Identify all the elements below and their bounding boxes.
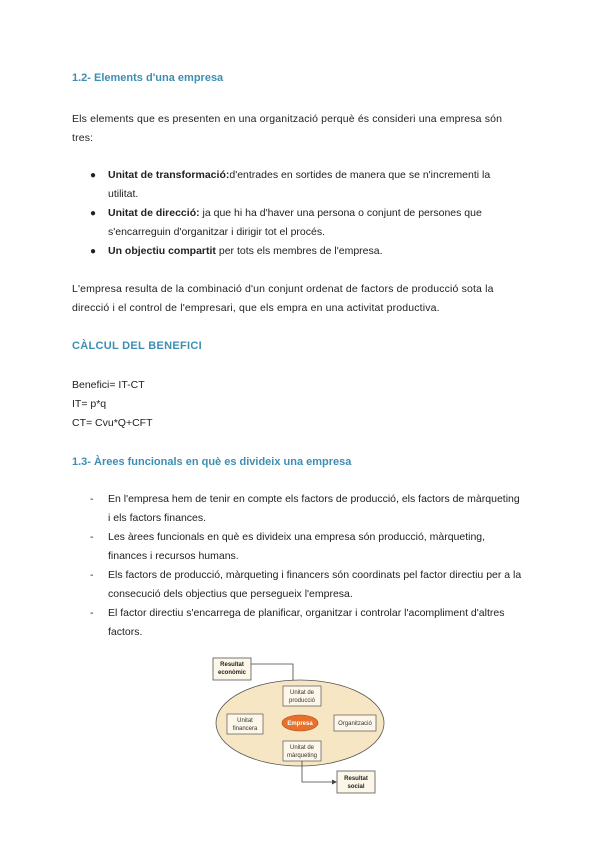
unit-production-line2: producció [288,698,316,704]
empresa-diagram [205,655,395,795]
list-item [72,566,522,604]
item-bold: Unitat de transformació: [108,169,230,181]
list-item [72,604,522,642]
bullet-icon: ● [90,246,97,257]
formula-benefici: Benefici= IT-CT [72,379,145,391]
dash-marker: - [90,531,94,543]
arrow-top [251,664,293,681]
list-item [72,528,522,566]
list-item [72,242,522,261]
formula-it: IT= p*q [72,398,107,410]
item-text: d'entrades en sortides de manera que se n'incrementi la utilitat. [108,169,491,200]
unit-marketing-line1: Unitat de [289,745,315,751]
organization-label: Organització [338,721,372,727]
item-text: ja que hi ha d'haver una persona o conjunt de persones que s'encarreguin d'organitzar i dirigir tot el procés. [108,207,482,238]
result-social-line2: social [347,784,365,790]
unit-production-line1: Unitat de [289,690,315,696]
conclusion-paragraph: L'empresa resulta de la combinació d'un conjunt ordenat de factors de producció sota la direcció i el control de l'empresari, que els empra en una activitat productiva. [72,283,494,314]
item-text: Les àrees funcionals en què es divideix una empresa són producció, màrqueting, finances i recursos humans. [108,531,486,562]
item-text: Els factors de producció, màrqueting i financers són coordinats pel factor directiu per a la consecució dels objectius que persegueix l'empresa. [108,569,522,600]
item-text: El factor directiu s'encarrega de planificar, organitzar i controlar l'acompliment d'altres factors. [108,607,505,638]
arees-list [72,490,522,642]
result-economic-line2: econòmic [217,670,247,676]
arrowhead-bottom [332,780,337,785]
dash-marker: - [90,569,94,581]
empresa-label: Empresa [287,721,313,727]
dash-marker: - [90,493,94,505]
result-economic-line1: Resultat [220,662,244,668]
item-bold: Unitat de direcció: [108,207,200,219]
result-social-line1: Resultat [344,776,368,782]
section-title-arees: 1.3- Àrees funcionals en què es divideix una empresa [72,456,352,468]
list-item [72,490,522,528]
section-title-elements: 1.2- Elements d'una empresa [72,72,224,84]
dash-marker: - [90,607,94,619]
formula-ct: CT= Cvu*Q+CFT [72,417,153,429]
unit-financial-line1: Unitat [237,718,253,724]
benefici-title: CÀLCUL DEL BENEFICI [72,340,202,352]
unit-marketing-line2: màrqueting [286,753,318,759]
bullet-icon: ● [90,208,97,219]
list-item [72,204,522,242]
unit-financial-line2: financera [232,726,258,732]
bullet-icon: ● [90,170,97,181]
item-bold: Un objectiu compartit [108,245,216,257]
item-text: En l'empresa hem de tenir en compte els factors de producció, els factors de màrqueting i els factors finances. [108,493,520,524]
list-item [72,166,522,204]
elements-list [72,166,522,261]
item-text: per tots els membres de l'empresa. [215,245,383,257]
intro-paragraph: Els elements que es presenten en una organització perquè és consideri una empresa són tres: [72,113,503,144]
